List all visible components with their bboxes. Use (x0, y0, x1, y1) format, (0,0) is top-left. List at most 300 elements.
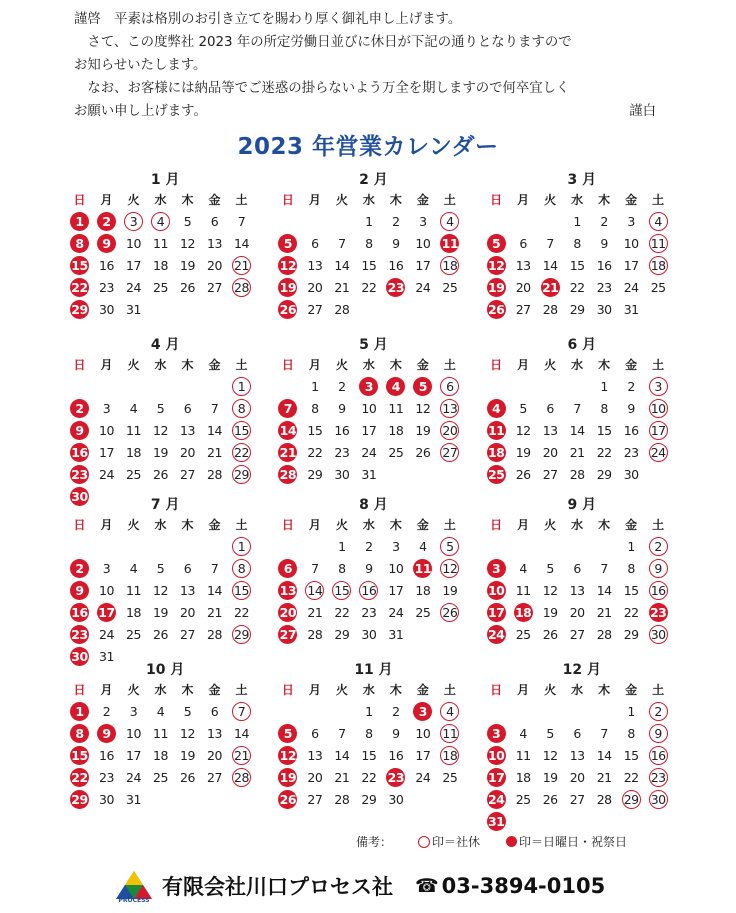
holiday-day: 30 (71, 488, 88, 504)
empty-day (510, 810, 537, 832)
working-day: 24 (99, 626, 114, 642)
working-day: 9 (365, 560, 373, 576)
working-day: 28 (334, 301, 350, 317)
working-day: 7 (573, 400, 581, 416)
empty-day (510, 700, 537, 722)
working-day: 2 (338, 378, 346, 394)
working-day: 29 (569, 301, 585, 317)
working-day: 26 (515, 466, 531, 482)
working-day: 20 (515, 279, 531, 295)
working-day: 26 (415, 444, 431, 460)
working-day: 15 (623, 747, 639, 763)
working-day: 19 (153, 444, 168, 460)
working-day: 24 (126, 769, 141, 785)
company-off-day: 8 (228, 397, 255, 419)
weekday-label: 金 (208, 358, 221, 372)
working-day: 9 (600, 235, 608, 251)
working-day: 25 (515, 626, 531, 642)
weekday-label: 水 (154, 358, 167, 372)
weekday-label: 金 (416, 683, 429, 697)
triangle-logo-icon (112, 869, 156, 903)
working-day: 4 (519, 560, 527, 576)
company-off-day: 5 (436, 535, 463, 557)
calendar-week (274, 535, 472, 557)
weekday-label: 金 (625, 518, 638, 532)
weekday-label: 水 (154, 683, 167, 697)
calendar-week (66, 788, 264, 810)
working-day: 4 (129, 400, 138, 416)
working-day: 25 (515, 791, 531, 807)
working-day: 12 (153, 582, 168, 598)
empty-day (274, 375, 301, 397)
working-day: 11 (126, 582, 141, 598)
holiday-day: 12 (279, 747, 297, 763)
holiday-day: 11 (441, 235, 459, 251)
weekday-label: 土 (443, 358, 456, 372)
working-day: 15 (623, 582, 639, 598)
month-name: 10 月 (145, 662, 185, 678)
weekday-header (66, 190, 264, 210)
empty-day (510, 210, 537, 232)
working-day: 28 (207, 466, 222, 482)
calendar-week (483, 766, 681, 788)
empty-day (409, 298, 436, 320)
empty-day (301, 700, 328, 722)
company-off-day: 29 (228, 463, 255, 485)
working-day: 2 (627, 378, 635, 394)
company-off-day: 29 (618, 788, 645, 810)
weekday-label: 日 (490, 358, 503, 372)
phone-text: 03-3894-0105 (441, 874, 606, 898)
empty-day (274, 210, 301, 232)
company-off-day: 18 (645, 254, 672, 276)
weekday-label: 日 (73, 518, 86, 532)
working-day: 29 (307, 466, 323, 482)
calendar-week (66, 722, 264, 744)
working-day: 6 (573, 560, 581, 576)
weekday-label: 木 (389, 193, 402, 207)
calendar-week (274, 579, 472, 601)
empty-day (382, 463, 409, 485)
company-off-day: 4 (436, 700, 463, 722)
weekday-label: 木 (181, 358, 194, 372)
month-calendar (66, 170, 264, 335)
calendar-title: 2023 年営業カレンダー (237, 134, 499, 160)
empty-day (483, 535, 510, 557)
weekday-label: 日 (73, 683, 86, 697)
working-day: 27 (307, 791, 323, 807)
calendar-week (66, 744, 264, 766)
working-day: 18 (126, 604, 141, 620)
holiday-day: 10 (487, 747, 505, 763)
working-day: 15 (596, 422, 612, 438)
working-day: 20 (542, 444, 558, 460)
weekday-label: 火 (335, 193, 348, 207)
month-calendar (274, 495, 472, 660)
holiday-day: 9 (66, 579, 93, 601)
calendar-week (66, 298, 264, 320)
working-day: 31 (623, 301, 639, 317)
holiday-day: 1 (66, 210, 93, 232)
weekday-label: 火 (544, 683, 557, 697)
empty-day (483, 700, 510, 722)
calendar-week (483, 722, 681, 744)
working-day: 19 (542, 769, 558, 785)
empty-day (510, 535, 537, 557)
working-day: 25 (126, 626, 141, 642)
empty-day (591, 810, 618, 832)
working-day: 23 (361, 604, 377, 620)
working-day: 15 (361, 747, 377, 763)
weekday-label: 金 (208, 683, 221, 697)
weekday-label: 水 (571, 683, 584, 697)
working-day: 11 (126, 422, 141, 438)
calendar-row (66, 335, 681, 504)
working-day: 20 (307, 279, 323, 295)
working-day: 5 (156, 560, 165, 576)
holiday-day: 10 (487, 582, 505, 598)
working-day: 17 (388, 582, 404, 598)
calendar-week (274, 623, 472, 645)
working-day: 13 (515, 257, 531, 273)
weekday-label: 金 (208, 518, 221, 532)
weekday-label: 日 (281, 193, 294, 207)
month-name: 5 月 (359, 337, 388, 353)
empty-day (201, 375, 228, 397)
month-calendar (66, 335, 264, 504)
empty-day (66, 535, 93, 557)
weekday-header (66, 355, 264, 375)
empty-day (409, 788, 436, 810)
working-day: 20 (569, 604, 585, 620)
working-day: 29 (361, 791, 377, 807)
working-day: 25 (415, 604, 431, 620)
month-name: 3 月 (567, 172, 597, 188)
empty-day (174, 788, 201, 810)
holiday-day: 3 (483, 722, 510, 744)
working-day: 30 (596, 301, 612, 317)
weekday-label: 月 (308, 518, 321, 532)
empty-day (645, 298, 672, 320)
working-day: 4 (129, 560, 138, 576)
calendar-row (66, 660, 681, 830)
weekday-header (483, 515, 681, 535)
working-day: 17 (415, 747, 431, 763)
company-off-day: 23 (645, 766, 672, 788)
calendar-week (483, 557, 681, 579)
weekday-label: 月 (100, 358, 113, 372)
working-day: 6 (311, 235, 319, 251)
empty-day (174, 375, 201, 397)
empty-day (645, 463, 672, 485)
month-calendar (483, 170, 681, 335)
holiday-day: 5 (483, 232, 510, 254)
holiday-day: 5 (274, 722, 301, 744)
calendar-week (274, 276, 472, 298)
weekday-label: 月 (517, 683, 530, 697)
calendar-week (66, 397, 264, 419)
holiday-day: 2 (93, 210, 120, 232)
working-day: 22 (596, 444, 612, 460)
working-day: 7 (338, 725, 346, 741)
working-day: 28 (596, 626, 612, 642)
working-day: 22 (234, 604, 249, 620)
empty-day (174, 535, 201, 557)
weekday-label: 日 (281, 683, 294, 697)
holiday-day: 5 (409, 375, 436, 397)
working-day: 24 (361, 444, 377, 460)
weekday-label: 日 (73, 193, 86, 207)
holiday-day: 24 (487, 791, 505, 807)
working-day: 28 (542, 301, 558, 317)
empty-day (537, 810, 564, 832)
working-day: 6 (546, 400, 554, 416)
working-day: 22 (361, 769, 377, 785)
weekday-label: 木 (181, 518, 194, 532)
working-day: 27 (180, 626, 195, 642)
calendar-week (483, 601, 681, 623)
working-day: 3 (419, 213, 427, 229)
working-day: 24 (623, 279, 639, 295)
yearly-calendar (66, 170, 681, 830)
month-calendar (274, 660, 472, 830)
company-off-day: 2 (645, 700, 672, 722)
holiday-day: 26 (487, 301, 505, 317)
empty-day (510, 375, 537, 397)
empty-day (537, 535, 564, 557)
working-day: 28 (596, 791, 612, 807)
weekday-label: 月 (100, 193, 113, 207)
calendar-week (66, 601, 264, 623)
working-day: 31 (126, 301, 141, 317)
working-day: 28 (307, 626, 323, 642)
weekday-label: 金 (625, 683, 638, 697)
legend-company-off: 印＝社休 (432, 835, 481, 849)
working-day: 6 (311, 725, 319, 741)
month-name: 11 月 (354, 662, 393, 678)
working-day: 28 (569, 466, 585, 482)
holiday-day: 14 (279, 422, 297, 438)
working-day: 30 (623, 466, 639, 482)
calendar-week (483, 463, 681, 485)
calendar-week (274, 397, 472, 419)
working-day: 23 (596, 279, 612, 295)
empty-day (228, 788, 255, 810)
calendar-week (274, 700, 472, 722)
calendar-week (66, 419, 264, 441)
working-day: 11 (388, 400, 404, 416)
holiday-day: 11 (414, 560, 432, 576)
company-off-day: 30 (645, 623, 672, 645)
working-day: 27 (207, 769, 222, 785)
weekday-label: 日 (281, 518, 294, 532)
working-day: 14 (234, 725, 249, 741)
working-day: 18 (388, 422, 404, 438)
working-day: 7 (338, 235, 346, 251)
weekday-header (483, 680, 681, 700)
working-day: 21 (334, 769, 350, 785)
month-name: 2 月 (359, 172, 388, 188)
working-day: 9 (627, 400, 635, 416)
working-day: 7 (210, 400, 219, 416)
working-day: 9 (392, 235, 400, 251)
working-day: 7 (210, 560, 219, 576)
holiday-day: 17 (487, 769, 505, 785)
company-off-day: 20 (436, 419, 463, 441)
holiday-day: 4 (483, 397, 510, 419)
weekday-label: 水 (362, 518, 375, 532)
working-day: 26 (180, 769, 195, 785)
working-day: 17 (126, 747, 141, 763)
company-off-day: 3 (645, 375, 672, 397)
working-day: 13 (307, 257, 323, 273)
working-day: 20 (207, 747, 222, 763)
calendar-week (66, 700, 264, 722)
working-day: 21 (569, 444, 585, 460)
working-day: 1 (627, 703, 635, 719)
calendar-week (483, 579, 681, 601)
calendar-week (274, 210, 472, 232)
weekday-header (274, 680, 472, 700)
empty-day (147, 375, 174, 397)
weekday-label: 火 (127, 358, 140, 372)
working-day: 16 (334, 422, 350, 438)
empty-day (564, 700, 591, 722)
empty-day (483, 375, 510, 397)
working-day: 16 (388, 747, 404, 763)
calendar-week (483, 298, 681, 320)
company-off-day: 13 (436, 397, 463, 419)
weekday-label: 木 (598, 518, 611, 532)
working-day: 13 (569, 747, 585, 763)
holiday-day: 26 (279, 791, 297, 807)
month-name: 9 月 (567, 497, 597, 513)
company-off-day: 4 (645, 210, 672, 232)
working-day: 25 (153, 769, 168, 785)
working-day: 7 (600, 560, 608, 576)
weekday-label: 金 (208, 193, 221, 207)
company-off-day: 9 (645, 557, 672, 579)
open-circle-icon (418, 836, 430, 848)
working-day: 5 (183, 213, 192, 229)
empty-day (201, 535, 228, 557)
empty-day (564, 810, 591, 832)
holiday-day: 30 (71, 648, 88, 664)
working-day: 21 (334, 279, 350, 295)
empty-day (120, 375, 147, 397)
company-off-day: 21 (228, 254, 255, 276)
working-day: 23 (99, 769, 114, 785)
weekday-label: 水 (362, 358, 375, 372)
company-off-day: 4 (147, 210, 174, 232)
calendar-week (483, 623, 681, 645)
weekday-header (274, 355, 472, 375)
weekday-label: 水 (154, 518, 167, 532)
holiday-day: 2 (66, 557, 93, 579)
weekday-header (483, 190, 681, 210)
company-off-day: 6 (436, 375, 463, 397)
working-day: 19 (415, 422, 431, 438)
month-calendar (483, 335, 681, 495)
working-day: 23 (334, 444, 350, 460)
company-footer (112, 866, 605, 906)
holiday-day: 1 (66, 700, 93, 722)
working-day: 1 (573, 213, 581, 229)
holiday-day: 5 (274, 232, 301, 254)
holiday-day: 22 (71, 279, 88, 295)
working-day: 10 (126, 725, 141, 741)
working-day: 28 (334, 791, 350, 807)
weekday-label: 金 (416, 193, 429, 207)
company-off-day: 15 (228, 419, 255, 441)
working-day: 16 (623, 422, 639, 438)
company-name: 有限会社川口プロセス社 (162, 875, 393, 899)
working-day: 3 (102, 400, 111, 416)
company-off-day: 3 (120, 210, 147, 232)
working-day: 19 (153, 604, 168, 620)
weekday-header (274, 190, 472, 210)
greeting-line: なお、お客様には納品等でご迷惑の掛らないよう万全を期しますので何卒宜しく (74, 81, 570, 96)
weekday-label: 木 (181, 683, 194, 697)
working-day: 5 (519, 400, 527, 416)
empty-day (436, 463, 463, 485)
weekday-label: 火 (544, 193, 557, 207)
holiday-day: 23 (71, 466, 88, 482)
working-day: 27 (569, 626, 585, 642)
weekday-label: 木 (598, 358, 611, 372)
company-off-day: 4 (436, 210, 463, 232)
company-off-day: 10 (645, 397, 672, 419)
working-day: 1 (627, 538, 635, 554)
working-day: 21 (596, 769, 612, 785)
calendar-week (483, 788, 681, 810)
logo-text: PROCESS (118, 897, 150, 903)
month-calendar (483, 660, 681, 830)
working-day: 17 (415, 257, 431, 273)
working-day: 17 (99, 444, 114, 460)
calendar-week (483, 810, 681, 832)
working-day: 18 (126, 444, 141, 460)
holiday-day: 19 (487, 279, 505, 295)
working-day: 17 (361, 422, 377, 438)
holiday-day: 7 (274, 397, 301, 419)
phone-number[interactable] (415, 874, 605, 898)
company-off-day: 28 (228, 766, 255, 788)
working-day: 10 (388, 560, 404, 576)
calendar-week (483, 210, 681, 232)
working-day: 8 (311, 400, 319, 416)
working-day: 11 (515, 747, 531, 763)
working-day: 8 (365, 725, 373, 741)
holiday-day: 27 (279, 626, 297, 642)
working-day: 21 (596, 604, 612, 620)
working-day: 30 (388, 791, 404, 807)
working-day: 20 (180, 604, 195, 620)
company-off-day: 9 (645, 722, 672, 744)
holiday-day: 11 (487, 422, 505, 438)
working-day: 15 (307, 422, 323, 438)
calendar-week (66, 210, 264, 232)
holiday-day: 15 (71, 257, 88, 273)
company-off-day: 11 (645, 232, 672, 254)
working-day: 27 (515, 301, 531, 317)
working-day: 11 (153, 235, 168, 251)
company-off-day: 12 (436, 557, 463, 579)
telephone-icon: ☎ (415, 875, 439, 897)
working-day: 6 (183, 560, 192, 576)
company-off-day: 8 (228, 557, 255, 579)
working-day: 7 (237, 213, 246, 229)
